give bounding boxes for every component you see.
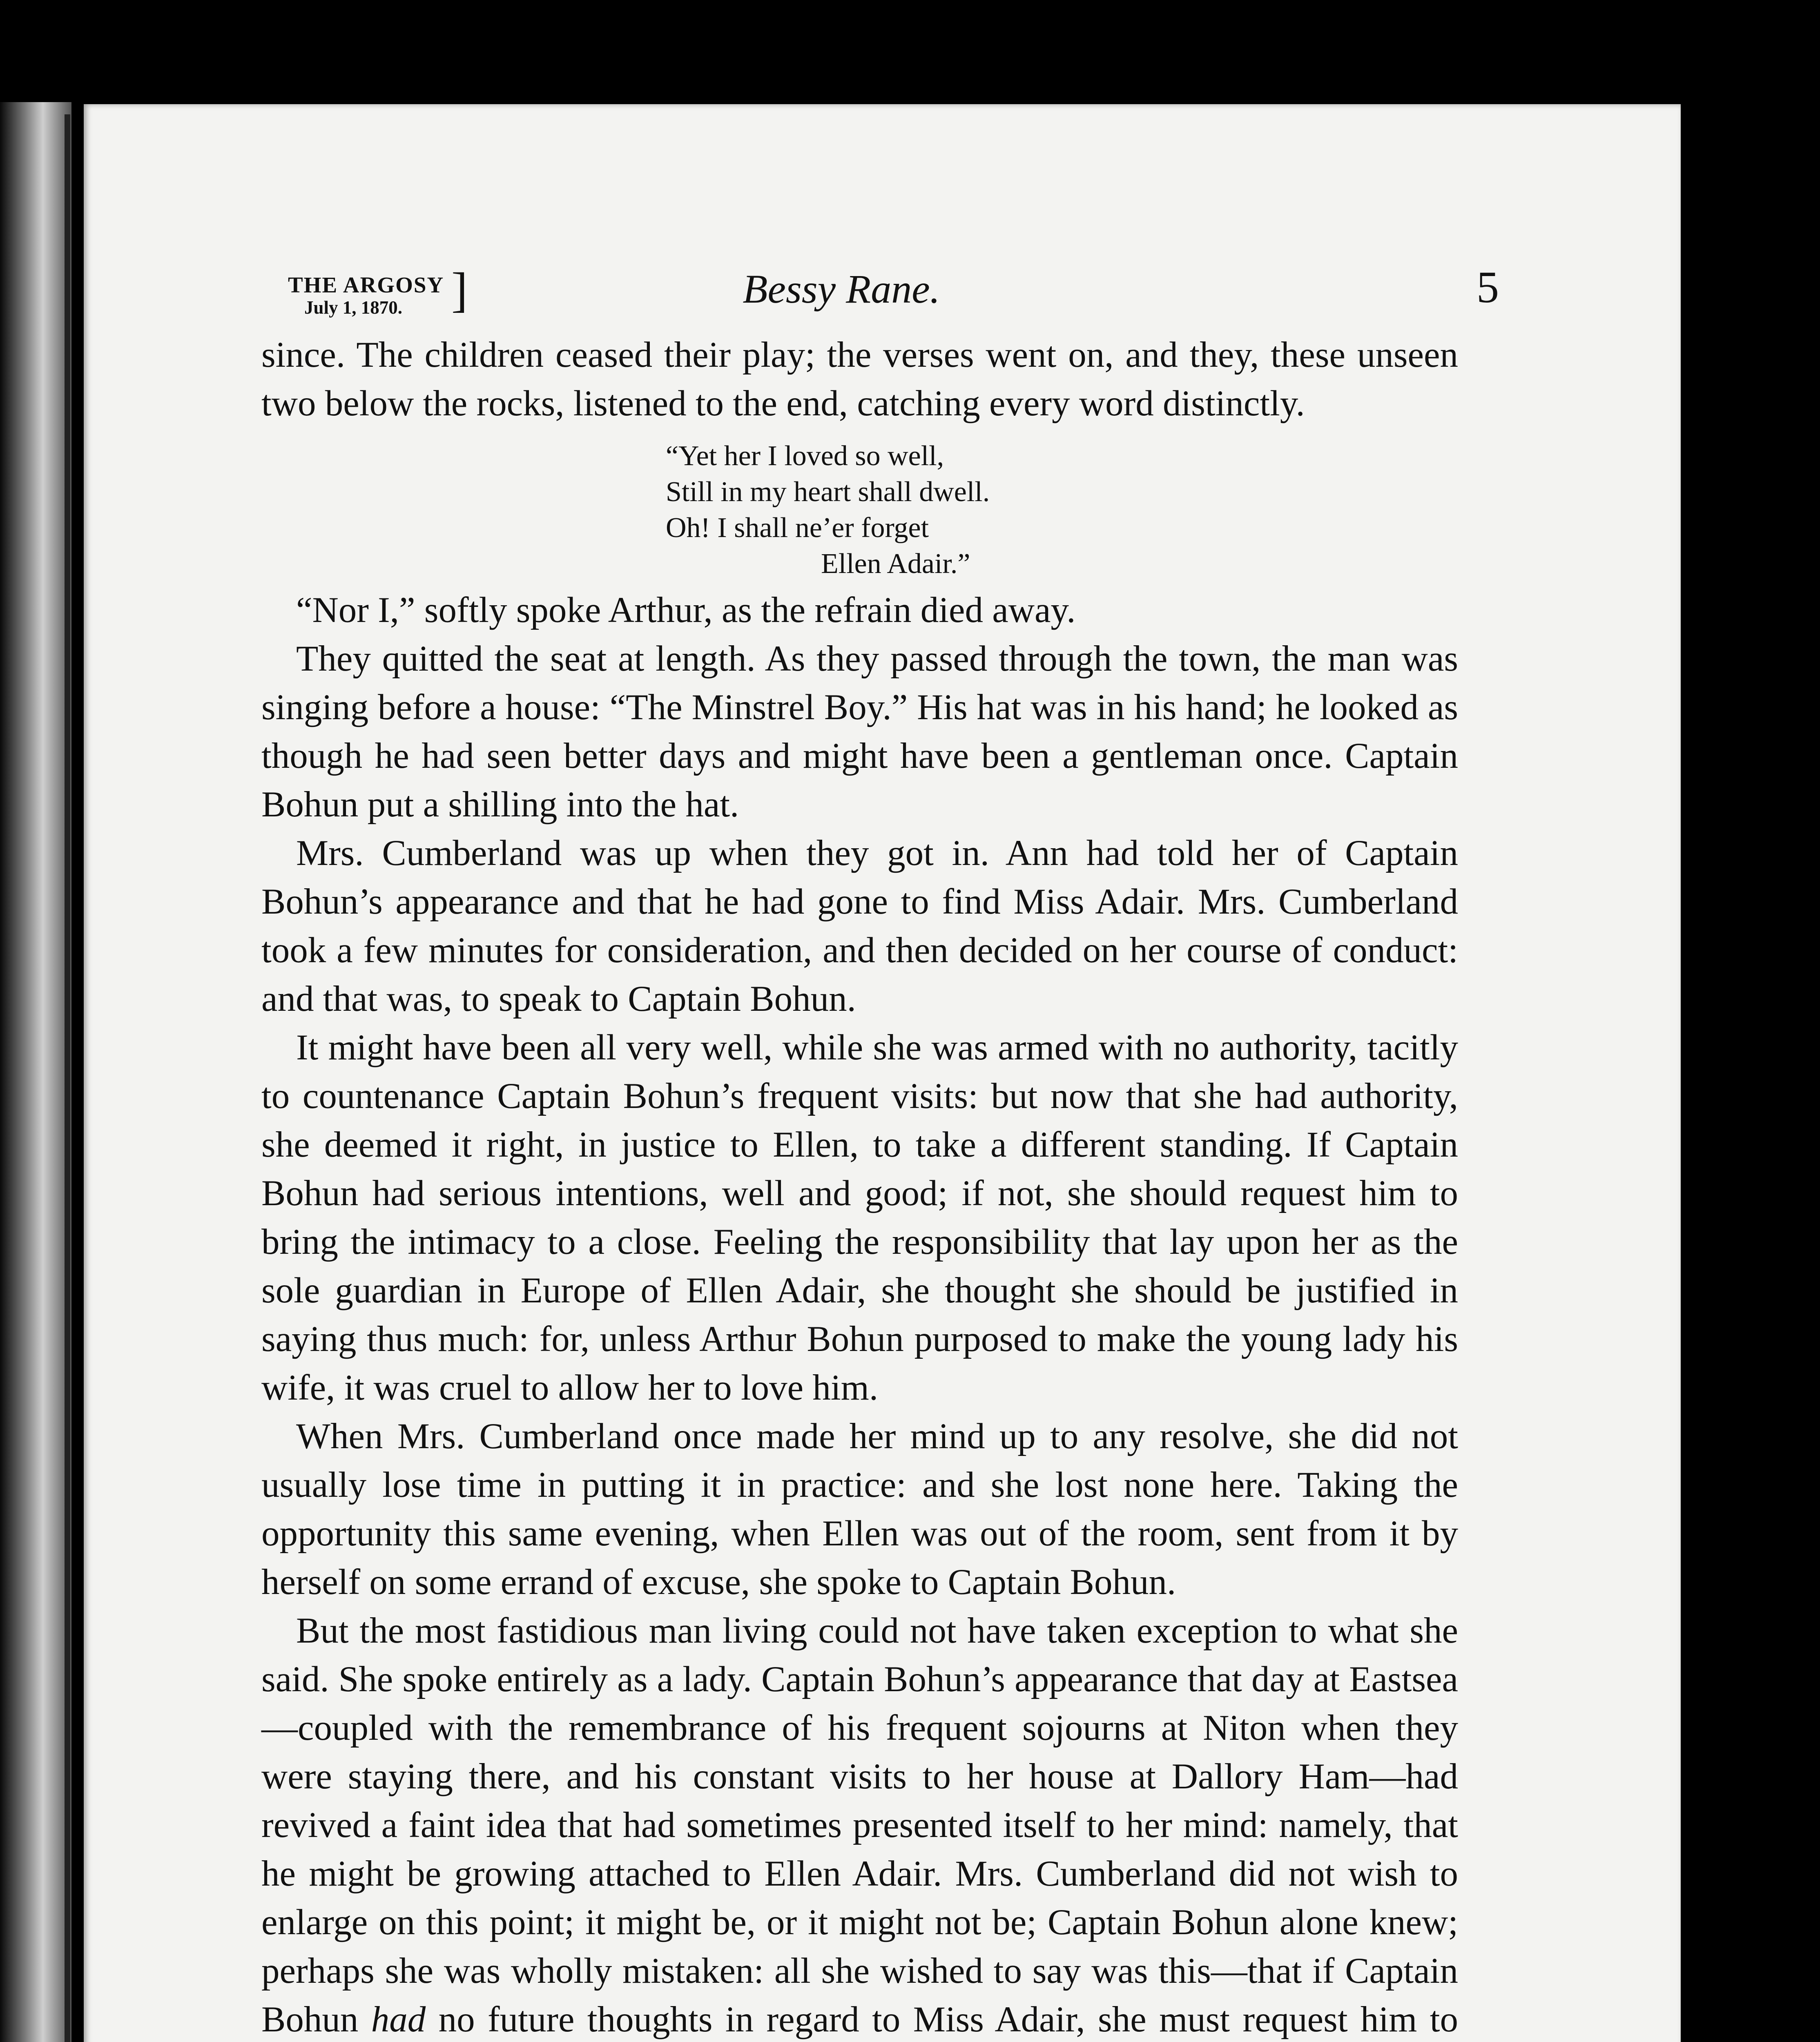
body-text bbox=[261, 331, 1458, 2042]
paragraph: since. The children ceased their play; the verses went on, and they, these unseen two below the rocks, listened to the end, catching every word distinctly. bbox=[261, 335, 1458, 424]
paragraph: Mrs. Cumberland was up when they got in. Ann had told her of Captain Bohun’s appearance and that he had gone to find Miss Adair. Mrs. Cumberland took a few minutes for consideration, and then decided on her course of conduct: and that was, to speak to Captain Bohun. bbox=[261, 833, 1458, 1019]
running-title: Bessy Rane. bbox=[743, 266, 940, 312]
header-bracket: ] bbox=[451, 263, 468, 317]
paragraph bbox=[261, 1607, 1458, 2042]
running-header bbox=[200, 257, 1499, 331]
verse-line: Still in my heart shall dwell. bbox=[666, 476, 990, 508]
paragraph-text: But the most fastidious man living could not have taken exception to what she said. She spoke entirely as a lady. Captain Bohun’s appearance that day at Eastsea—coupled with the remembrance of his frequent sojourns at Niton when they were staying there, and his constant visits to her house at Dallory Ham—had revived a faint idea that had sometimes presented itself to her mind: namely, that he might be growing attached to Ellen Adair. Mrs. Cumberland did not wish to enlarge on this point; it might be, or it might not be; Captain Bohun alone knew; perhaps she was wholly mistaken: all she wished to say was this—that if Captain Bohun bbox=[261, 1611, 1458, 2040]
paragraph: When Mrs. Cumberland once made her mind up to any resolve, she did not usually lose time in putting it in practice: and she lost none here. Taking the opportunity this same evening, when Ellen was out of the room, sent from it by herself on some errand of excuse, she spoke to Captain Bohun. bbox=[261, 1416, 1458, 1602]
magazine-name: THE ARGOSY bbox=[288, 272, 444, 297]
emphasis-text: had bbox=[371, 2000, 426, 2040]
page-number: 5 bbox=[1477, 262, 1499, 312]
issue-date: July 1, 1870. bbox=[304, 297, 403, 318]
verse-line: Oh! I shall ne’er forget bbox=[666, 512, 929, 544]
paragraph: “Nor I,” softly spoke Arthur, as the refrain died away. bbox=[296, 590, 1076, 630]
paragraph: It might have been all very well, while she was armed with no authority, tacitly to countenance Captain Bohun’s frequent visits: but now that she had authority, she deemed it right, in justice to Ellen, to take a different standing. If Captain Bohun had serious intentions, well and good; if not, she should request him to bring the intimacy to a close. Feeling the responsibility that lay upon her as the sole guardian in Europe of Ellen Adair, she thought she should be justified in saying thus much: for, unless Arthur Bohun purposed to make the young lady his wife, it was cruel to allow her to love him. bbox=[261, 1028, 1458, 1408]
verse-line: “Yet her I loved so well, bbox=[666, 440, 944, 472]
adjacent-page-edge bbox=[0, 102, 71, 2042]
paragraph: They quitted the seat at length. As they passed through the town, the man was singing before a house: “The Minstrel Boy.” His hat was in his hand; he looked as though he had seen better days and might have been a gentleman once. Captain Bohun put a shilling into the hat. bbox=[261, 639, 1458, 825]
verse-line: Ellen Adair.” bbox=[821, 548, 970, 580]
book-gutter bbox=[65, 114, 70, 2042]
paragraph-text: no future thoughts in regard to Miss Adair, she must request him to bbox=[438, 2000, 1458, 2040]
verse-stanza bbox=[261, 438, 1458, 582]
